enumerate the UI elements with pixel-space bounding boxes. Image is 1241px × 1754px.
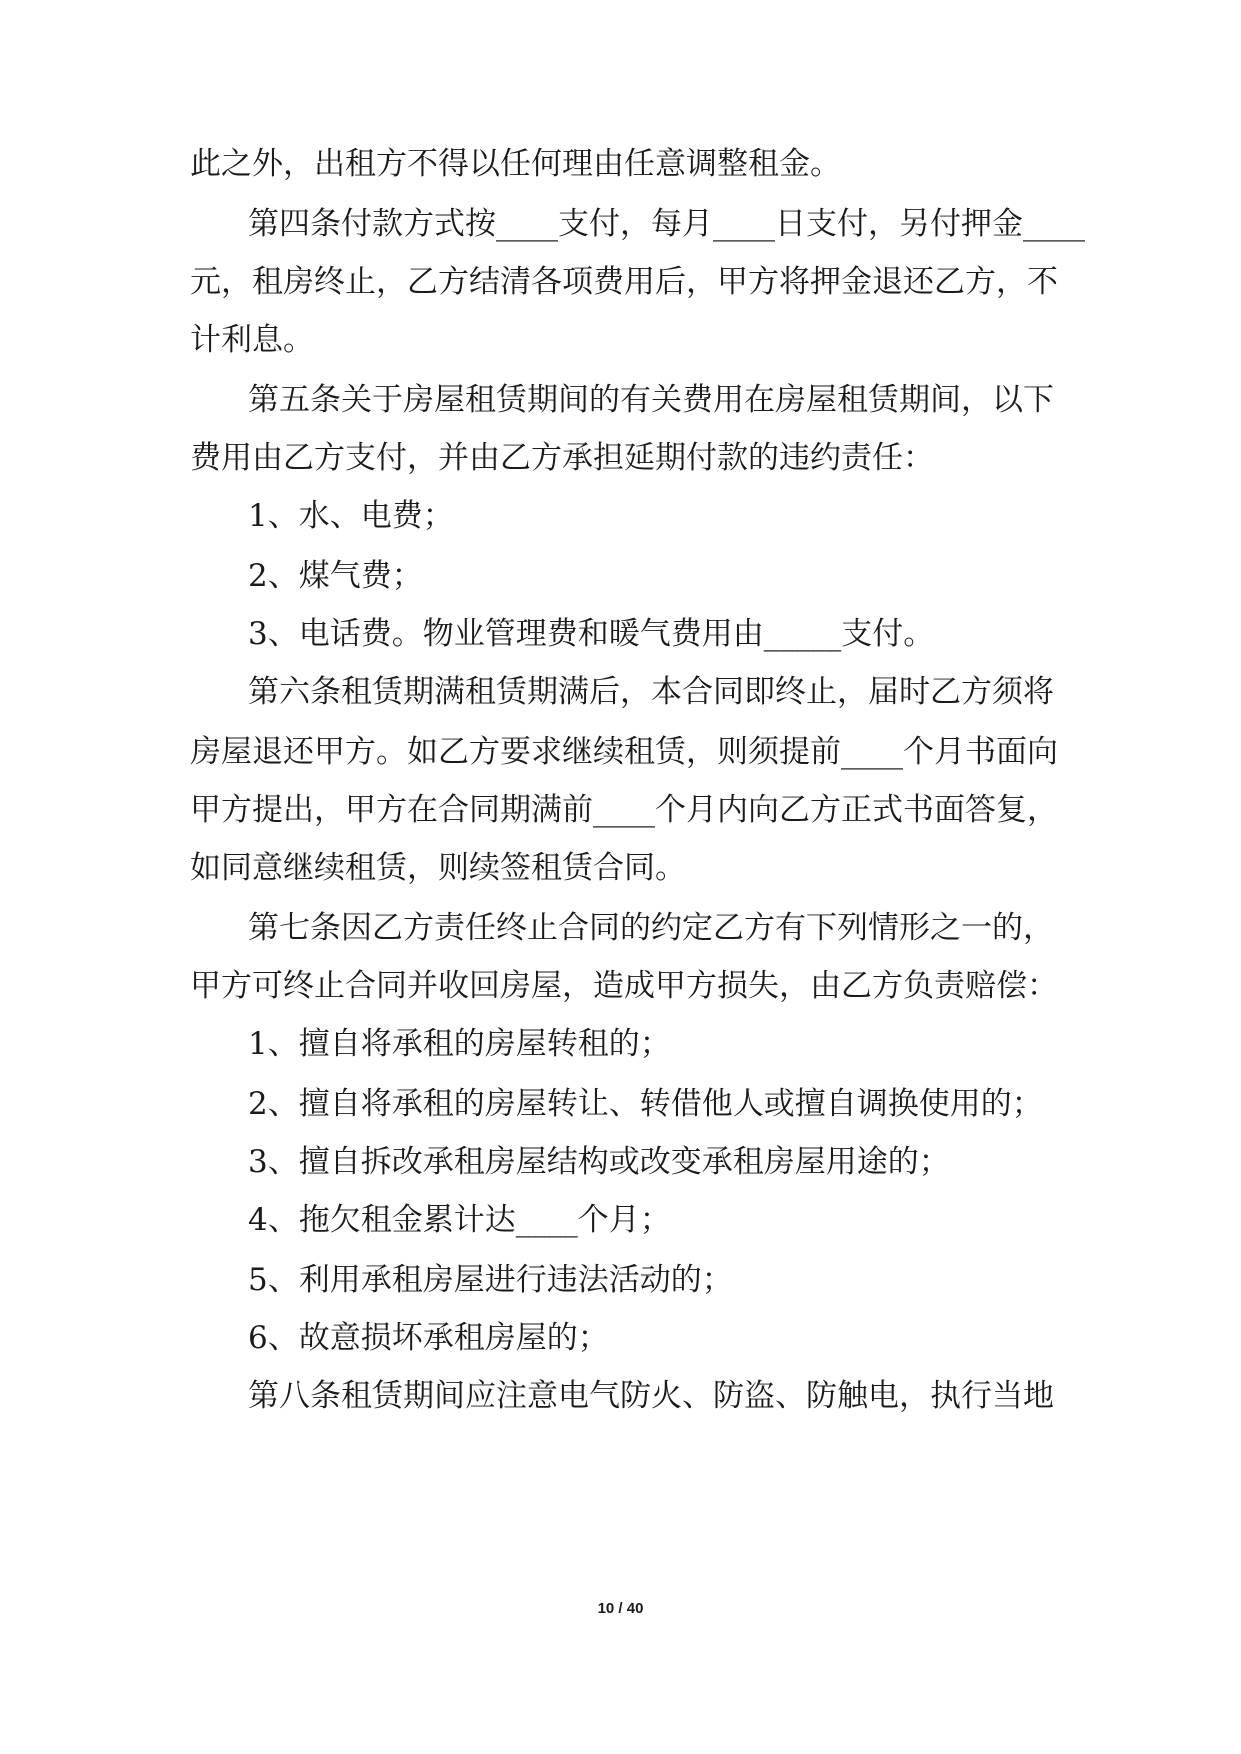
list-item: 6、故意损坏承租房屋的； <box>248 1320 609 1356</box>
text-line: 房屋退还甲方。如乙方要求继续租赁，则须提前____个月书面向 <box>190 734 1058 770</box>
text-line: 此之外，出租方不得以任何理由任意调整租金。 <box>190 146 841 182</box>
text-line: 第四条付款方式按____支付，每月____日支付，另付押金____ <box>248 206 1085 242</box>
list-item: 5、利用承租房屋进行违法活动的； <box>248 1262 733 1298</box>
text-line: 甲方可终止合同并收回房屋，造成甲方损失，由乙方负责赔偿： <box>190 968 1058 1004</box>
text-line: 元，租房终止，乙方结清各项费用后，甲方将押金退还乙方，不 <box>190 264 1058 300</box>
text-line: 第五条关于房屋租赁期间的有关费用在房屋租赁期间，以下 <box>248 382 1054 418</box>
text-line: 第七条因乙方责任终止合同的约定乙方有下列情形之一的， <box>248 910 1054 946</box>
list-item: 2、煤气费； <box>248 558 423 594</box>
text-line: 第八条租赁期间应注意电气防火、防盗、防触电，执行当地 <box>248 1378 1054 1414</box>
text-line: 如同意继续租赁，则续签租赁合同。 <box>190 850 686 886</box>
list-item: 1、水、电费； <box>248 498 454 534</box>
list-item: 4、拖欠租金累计达____个月； <box>248 1202 671 1238</box>
text-line: 甲方提出，甲方在合同期满前____个月内向乙方正式书面答复， <box>190 792 1058 828</box>
text-line: 费用由乙方支付，并由乙方承担延期付款的违约责任： <box>190 440 934 476</box>
page-number: 10 / 40 <box>597 1600 644 1617</box>
list-item: 2、擅自将承租的房屋转让、转借他人或擅自调换使用的； <box>248 1086 1043 1122</box>
list-item: 1、擅自将承租的房屋转租的； <box>248 1026 671 1062</box>
text-line: 第六条租赁期满租赁期满后，本合同即终止，届时乙方须将 <box>248 674 1054 710</box>
list-item: 3、电话费。物业管理费和暖气费用由_____支付。 <box>248 616 935 652</box>
text-line: 计利息。 <box>190 322 314 358</box>
list-item: 3、擅自拆改承租房屋结构或改变承租房屋用途的； <box>248 1144 950 1180</box>
